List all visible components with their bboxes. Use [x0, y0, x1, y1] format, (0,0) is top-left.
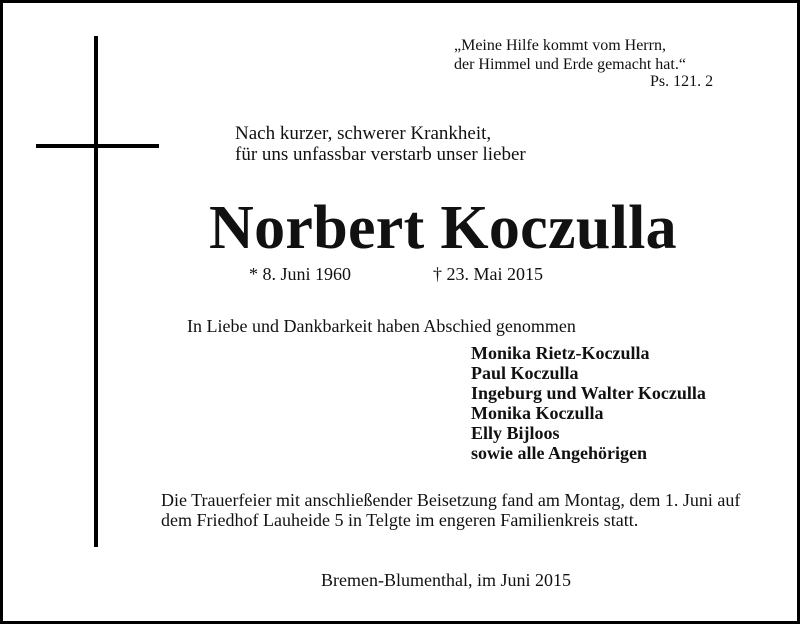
- birth-date: * 8. Juni 1960: [249, 264, 352, 284]
- place-date: Bremen-Blumenthal, im Juni 2015: [321, 570, 571, 590]
- deceased-name: Norbert Koczulla: [209, 194, 677, 262]
- mourner-item: Monika Koczulla: [471, 403, 604, 423]
- quote-reference: Ps. 121. 2: [650, 73, 714, 90]
- intro-text: [235, 123, 526, 165]
- intro-line-1: Nach kurzer, schwerer Krankheit,: [235, 123, 492, 144]
- mourner-item: Monika Rietz-Koczulla: [471, 343, 650, 363]
- cross-icon-vertical: [94, 36, 98, 547]
- quote-line-2: der Himmel und Erde gemacht hat.“: [454, 56, 686, 73]
- cross-icon-horizontal: [36, 144, 159, 148]
- mourner-item: Paul Koczulla: [471, 363, 579, 383]
- farewell-text: In Liebe und Dankbarkeit haben Abschied genommen: [187, 316, 576, 336]
- intro-line-2: für uns unfassbar verstarb unser lieber: [235, 144, 526, 165]
- quote-line-1: „Meine Hilfe kommt vom Herrn,: [454, 37, 666, 54]
- mourners-list: [471, 343, 706, 463]
- ceremony-text: Die Trauerfeier mit anschließender Beisetzung fand am Montag, dem 1. Juni auf dem Friedhof Lauheide 5 in Telgte im engeren Familienkreis statt.: [161, 490, 741, 530]
- mourner-item: Ingeburg und Walter Koczulla: [471, 383, 706, 403]
- bible-quote: [454, 36, 686, 74]
- mourner-item: sowie alle Angehörigen: [471, 443, 647, 463]
- mourner-item: Elly Bijloos: [471, 423, 560, 443]
- death-date: † 23. Mai 2015: [433, 264, 543, 284]
